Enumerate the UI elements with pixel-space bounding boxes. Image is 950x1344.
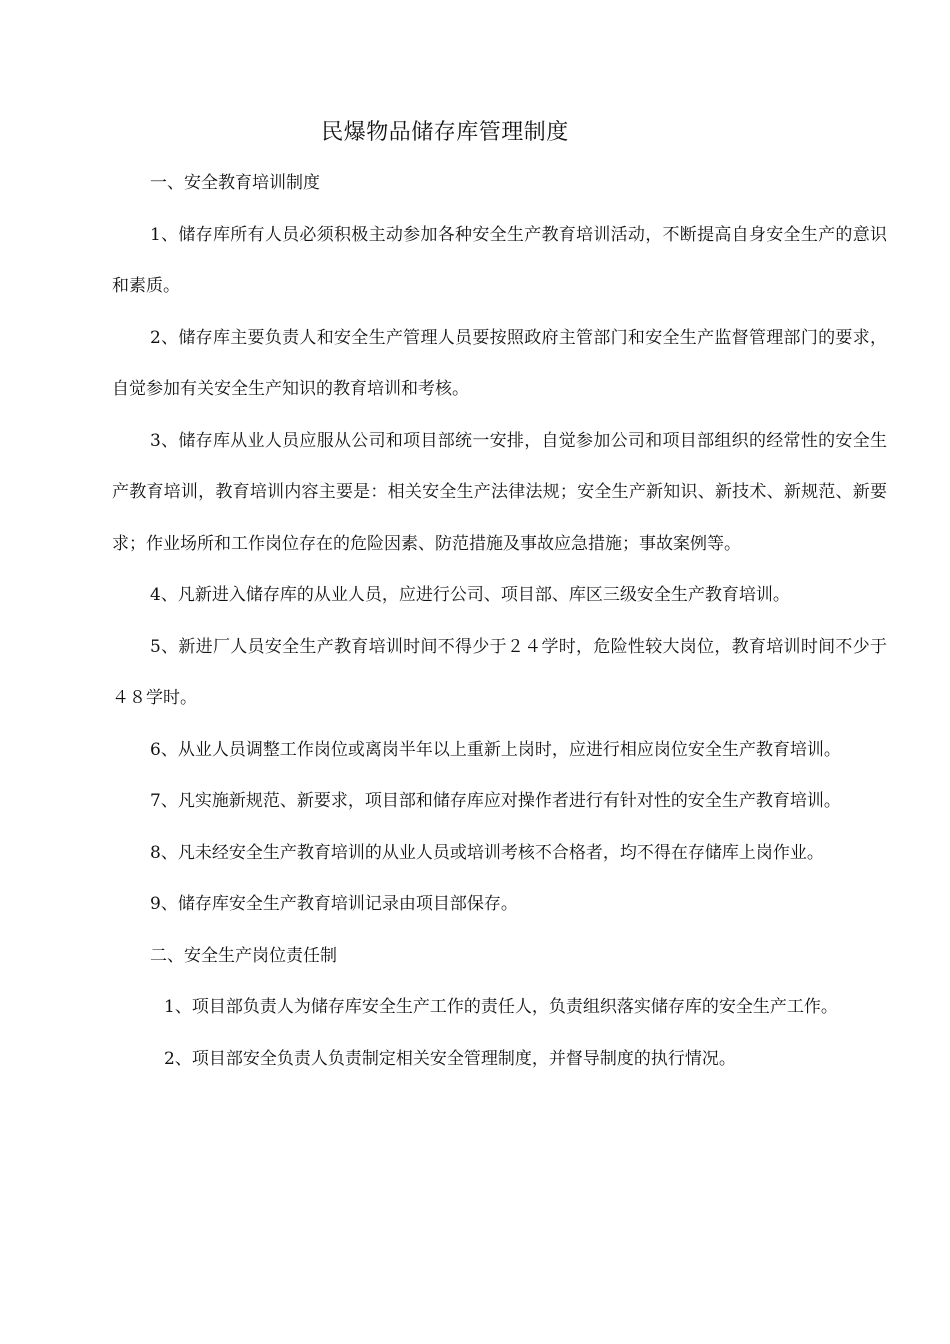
paragraph: 3、储存库从业人员应服从公司和项目部统一安排，自觉参加公司和项目部组织的经常性的安全生产教育培训，教育培训内容主要是：相关安全生产法律法规；安全生产新知识、新技术、新规范、新要求；作业场所和工作岗位存在的危险因素、防范措施及事故应急措施；事故案例等。	[112, 430, 887, 554]
paragraph: 5、新进厂人员安全生产教育培训时间不得少于２４学时，危险性较大岗位，教育培训时间不少于４８学时。	[112, 636, 887, 708]
document-body	[112, 158, 887, 1085]
paragraph: 9、储存库安全生产教育培训记录由项目部保存。	[150, 894, 518, 914]
paragraph: 1、项目部负责人为储存库安全生产工作的责任人，负责组织落实储存库的安全生产工作。	[164, 997, 838, 1017]
paragraph: 2、项目部安全负责人负责制定相关安全管理制度，并督导制度的执行情况。	[164, 1048, 736, 1069]
paragraph: 2、储存库主要负责人和安全生产管理人员要按照政府主管部门和安全生产监督管理部门的要求，自觉参加有关安全生产知识的教育培训和考核。	[112, 327, 887, 399]
document-title: 民爆物品储存库管理制度	[321, 120, 569, 145]
section-heading-2: 二、安全生产岗位责任制	[150, 945, 337, 966]
paragraph: 8、凡未经安全生产教育培训的从业人员或培训考核不合格者，均不得在存储库上岗作业。	[150, 842, 824, 863]
paragraph: 4、凡新进入储存库的从业人员，应进行公司、项目部、库区三级安全生产教育培训。	[150, 585, 790, 605]
paragraph: 1、储存库所有人员必须积极主动参加各种安全生产教育培训活动，不断提高自身安全生产的意识和素质。	[112, 224, 887, 296]
paragraph: 7、凡实施新规范、新要求，项目部和储存库应对操作者进行有针对性的安全生产教育培训。	[150, 791, 841, 811]
paragraph: 6、从业人员调整工作岗位或离岗半年以上重新上岗时，应进行相应岗位安全生产教育培训。	[150, 739, 841, 760]
section-heading-1: 一、安全教育培训制度	[150, 173, 320, 193]
